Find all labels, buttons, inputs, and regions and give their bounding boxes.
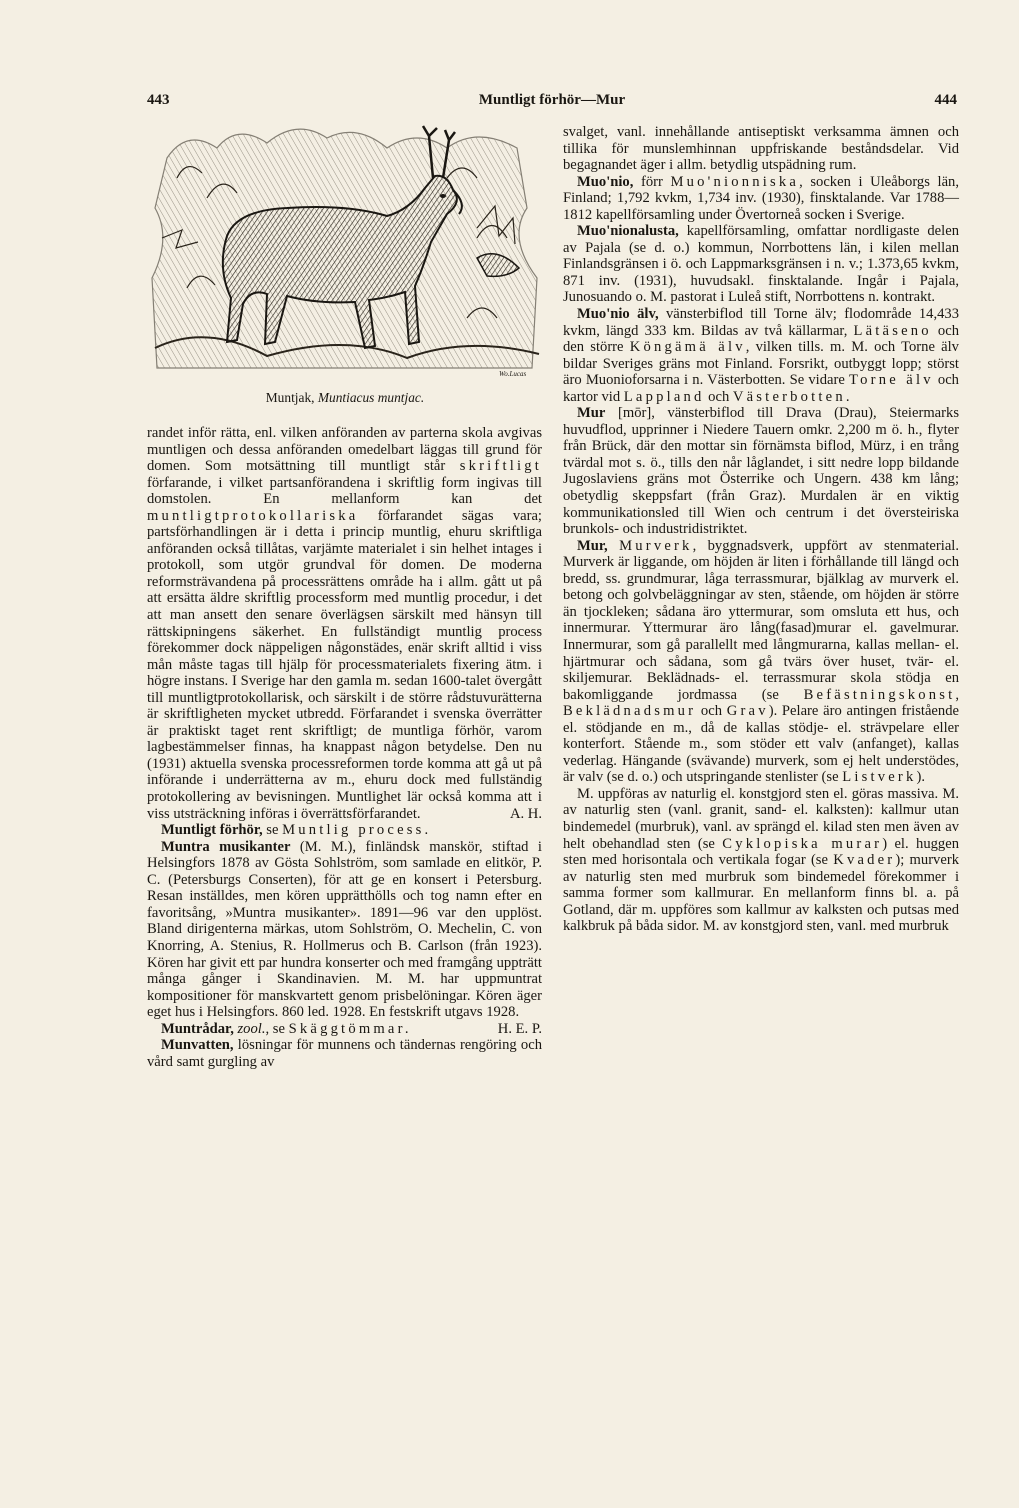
page-number-left: 443 <box>147 92 170 108</box>
entry-mur-river: Mur [mōr], vänsterbiflod till Drava (Drau), Steiermarks huvudflod, upprinner i Niedere Tauern omkr. 2,200 m ö. h., flyter från Brück, där den mottar sin förnämsta biflod, Mürz, i en trång tvärdal mot s. ö., tills den når låglandet, i sitt nedre lopp bildande Jugoslaviens gräns mot Österrike och Ungern. 438 km lång; obetydlig skeppsfart (från Graz). Murdalen är en viktig kommunikationsled till Wien och centrum i det översteiriska brunkols- och industridistriktet. <box>563 405 959 538</box>
figure-caption <box>147 390 543 406</box>
entry-headword: Muo'nio älv, <box>577 306 659 323</box>
entry-headword: Muo'nionalusta, <box>577 223 679 240</box>
entry-muntradar: Muntrådar, zool., se Skäggtömmar. <box>161 1020 412 1037</box>
left-column <box>147 425 542 1070</box>
entry-headword: Muntra musikanter <box>161 838 291 855</box>
page-number-right: 444 <box>934 92 957 108</box>
spaced-term: Muo'nionniska <box>670 173 800 190</box>
caption-common-name: Muntjak, <box>265 390 315 405</box>
muntjac-illustration <box>147 118 543 384</box>
entry-headword: Muntligt förhör, <box>161 822 263 839</box>
entry-muntra-musikanter: Muntra musikanter (M. M.), finländsk manskör, stiftad i Helsingfors 1878 av Gösta Sohlström, som samlade en elitkör, P. C. (Petersburgs Conserten), för att ge en konsert i Petersburg. Resan inställdes, men kören upprätthölls och tog namn efter en favoritsång, »Muntra musikanter». 1891—96 var den upplöst. Bland dirigenterna märkas, utom Sohlström, O. Mechelin, C. von Knorring, A. Stenius, R. Hollmerus och B. Carlson (från 1923). Kören har givit ett par hundra konserter och med framgång uppträtt många gånger i Skandinavien. M. M. har uppmuntrat kompositioner för manskvartett genom prisbelöningar. Kören äger eget hus i Helsingfors. 860 led. 1928. En festskrift utgavs 1928. H. E. P. <box>147 838 542 1037</box>
entry-munvatten: Munvatten, lösningar för munnens och tändernas rengöring och vård samt gurgling av <box>147 1037 542 1070</box>
author-signature: A. H. <box>509 805 542 822</box>
right-column <box>563 124 959 935</box>
entry-muntligt-forhor: Muntligt förhör, se Muntlig process. <box>161 822 432 839</box>
entry-headword: Mur <box>577 405 606 422</box>
engraver-signature: Wo.Lucas <box>499 370 527 378</box>
entry-muonio-alv: Muo'nio älv, vänsterbiflod till Torne älv; flodområde 14,433 kvkm, längd 333 km. Bildas av två källarmar, Lätäseno och den större Köngämä älv, vilken tills. m. M. och Torne älv bildar Sveriges gräns mot Finland. Forsrikt, outbyggt lopp; störst äro Muonioforsarna i n. Västerbotten. Se vidare Torne älv och kartor vid Lappland och Västerbotten. <box>563 306 959 405</box>
author-signature: H. E. P. <box>497 1020 542 1037</box>
running-title: Muntligt förhör—Mur <box>478 92 626 108</box>
caption-latin-name: Muntiacus muntjac. <box>317 390 425 405</box>
entry-mur-murverk: Mur, Murverk, byggnadsverk, uppfört av stenmaterial. Murverk är liggande, om höjden är liten i förhållande till längd och bredd, ss. grundmurar, låga terrassmurar, bjälklag av murverk el. betong och golvbeläggningar av sten, stående, om höjden är större än tjockleken; sådana äro yttermurar, som omsluta ett hus, och innermurar. Yttermurar äro lång(fasad)murar el. gavelmurar. Innermurar, som gå parallellt med långmurarna, kallas mellan- el. hjärtmurar och sådana, som gå tvärs över huset, tvär- el. skiljemurar. Beklädnads- el. terrassmurar skola stödja en bakomliggande jordmassa (se Befästningskonst, Beklädnadsmur och Grav). Pelare äro antingen fristående el. stödjande en m., då de kallas stödje- el. strävpelare eller konterfort. Stående m., som stöder ett valv (anfanget), kallas vederlag. Hängande (svävande) murverk, som ej helt understödes, är valv (se d. o.) och utspringande stenlister (se Listverk). <box>563 537 959 786</box>
entry-headword: Mur, <box>577 537 608 554</box>
entry-headword: Muo'nio, <box>577 173 634 190</box>
cross-reference: Muntlig process. <box>282 822 432 839</box>
spaced-term: muntligtprotokollariska <box>147 507 359 524</box>
running-header <box>147 92 957 114</box>
entry-muntlig-process-continued: randet inför rätta, enl. vilken anföranden av parterna skola avgivas muntligen och dessa anföranden omedelbart läggas till grund för domen. Som motsättning till muntligt står skriftligt förfarande, i vilket partsanförandena i skriftlig form ingivas till domstolen. En mellanform kan det muntligtprotokollariska förfarandet sägas vara; partsförhandlingen är i detta i princip muntlig, ehuru skriftliga anföranden också tillåtas, varjämte materialet i sin helhet intages i protokoll, som utgör grundval för domen. De moderna reformsträvandena på processrättens område ha i allm. gått ut på att ersätta äldre skriftlig processform med muntlig procedur, i det att man ansett den senare överlägsen särskilt med hänsyn till rättskipningens säkerhet. En fullständigt muntlig process förekommer dock näppeligen någonstädes, enär skrift alltid i viss mån måste tagas till hjälp för processmaterialets fixering ätm. i högre instans. I Sverige har den gamla m. sedan 1600-talet övergått till muntligtprotokollarisk, och särskilt i de större rådstuvurätterna är skriftligheten mycket utbredd. Förfarandet i svenska överrätter är praktiskt taget rent skriftligt; de muntliga förhör, varom lagbestämmelser finnas, ha knappast någon betydelse. Den nu (1931) aktuella svenska processreformen torde komma att gå ut på införande i underrätterna av m., ehuru dock med fullständig protokollering av bevisningen. Muntlighet lär också komma att i viss utsträckning införas i överrättsförfarandet. A. H. <box>147 425 542 822</box>
entry-munvatten-continued: svalget, vanl. innehållande antiseptiskt verksamma ämnen och tillika för munslemhinnan uppfriskande beståndsdelar. Vid begagnandet äger i allm. betydlig utspädning rum. <box>563 124 959 174</box>
spaced-term: skriftligt <box>459 458 542 475</box>
entry-headword: Muntrådar, <box>161 1020 234 1037</box>
entry-mur-materials: M. uppföras av naturlig el. konstgjord sten el. göras massiva. M. av naturlig sten (vanl. granit, sand- el. kalksten): kallmur utan bindemedel (murbruk), vanl. av sprängd el. kilad sten men även av helt obehandlad sten (se Cyklopiska murar) el. huggen sten med horisontala och vertikala fogar (se Kvader); murverk av naturlig sten med murbruk som bindemedel förekommer i samma former som kallmurar. En mellanform finns bl. a. på Gotland, där m. uppföres som kallmur av kalksten och putsas med kalkbruk på båda sidor. M. av konstgjord sten, vanl. med murbruk <box>563 785 959 935</box>
cross-reference: Skäggtömmar. <box>288 1020 412 1037</box>
entry-muonionalusta: Muo'nionalusta, kapellförsamling, omfattar nordligaste delen av Pajala (se d. o.) kommun, Norrbottens län, i kilen mellan Finlandsgränsen i ö. och Lappmarksgränsen i n. v.; 1.373,65 kvkm, 871 inv. (1931), huvudsakl. finsktalande. Ingår i Pajala, Junosuando o. M. pastorat i Luleå stift, Norrbottens n. kontrakt. <box>563 223 959 306</box>
entry-headword: Munvatten, <box>161 1037 234 1054</box>
entry-muonio: Muo'nio, förr Muo'nionniska, socken i Uleåborgs län, Finland; 1,792 kvkm, 1,734 inv. (1930), finsktalande. Var 1788—1812 kapellförsamling under Övertorneå socken i Sverige. <box>563 173 959 223</box>
